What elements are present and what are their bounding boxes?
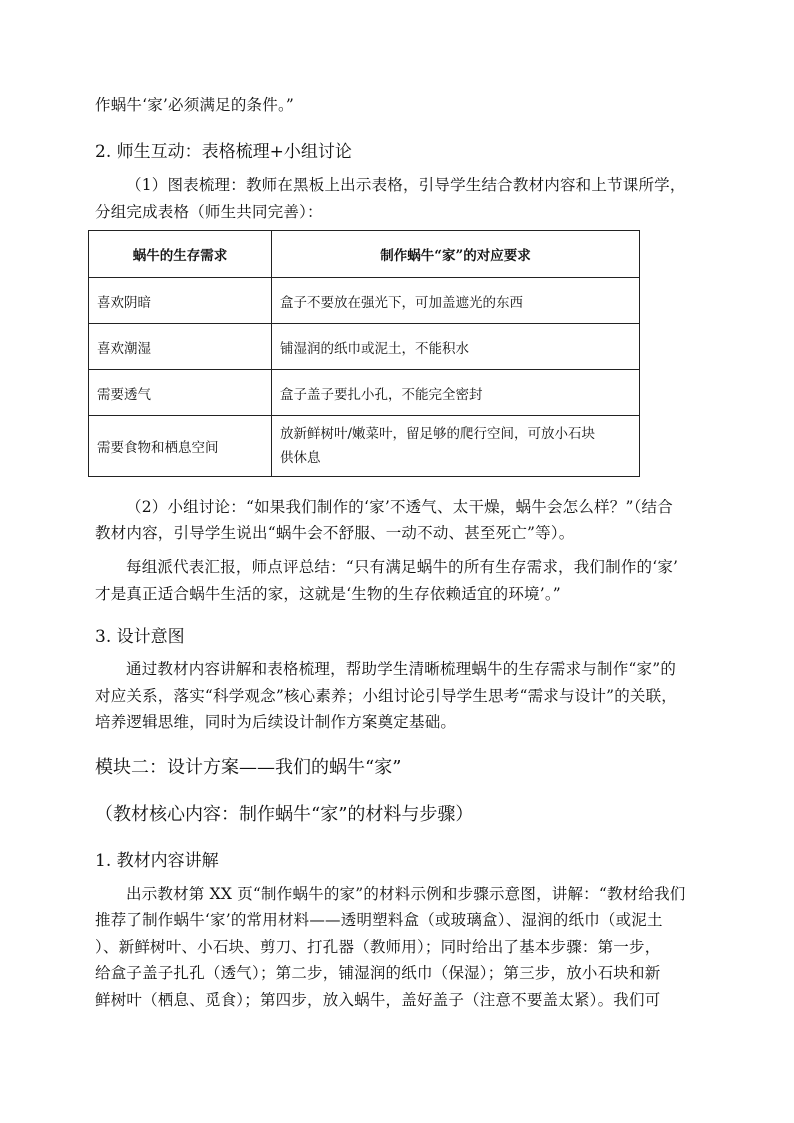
paragraph-line: ）、新鲜树叶、小石块、剪刀、打孔器（教师用）；同时给出了基本步骤：第一步，: [95, 938, 661, 956]
paragraph-line: 鲜树叶（栖息、觅食）；第四步，放入蜗牛，盖好盖子（注意不要盖太紧）。我们可: [95, 991, 661, 1009]
paragraph-line: 分组完成表格（师生共同完善）：: [95, 203, 323, 221]
table-cell: 需要透气: [89, 370, 272, 416]
table-row: [89, 416, 640, 477]
paragraph-line: 作蜗牛‘家’必须满足的条件。”: [95, 96, 295, 114]
table-cell: 盒子盖子要扎小孔，不能完全密封: [272, 370, 640, 416]
paragraph-line: 教材内容，引导学生说出“蜗牛会不舒服、一动不动、甚至死亡”等）。: [95, 524, 575, 542]
table-row: [89, 278, 640, 324]
paragraph-line: 推荐了制作蜗牛‘家’的常用材料——透明塑料盒（或玻璃盒）、湿润的纸巾（或泥土: [95, 911, 663, 929]
table-cell: [272, 416, 640, 477]
needs-table: [88, 230, 640, 477]
paragraph-line: 才是真正适合蜗牛生活的家，这就是‘生物的生存依赖适宜的环境’。”: [95, 585, 561, 603]
table-cell-line: 供休息: [280, 450, 321, 466]
paragraph-line: 给盒子盖子扎孔（透气）；第二步，铺湿润的纸巾（保湿）；第三步，放小石块和新: [95, 964, 661, 982]
section-heading-interaction: 2. 师生互动：表格梳理+小组讨论: [95, 142, 352, 162]
module-heading: 模块二：设计方案——我们的蜗牛“家”: [95, 757, 402, 778]
table-cell: 盒子不要放在强光下，可加盖遮光的东西: [272, 278, 640, 324]
table-header-cell: 蜗牛的生存需求: [89, 231, 272, 278]
paragraph-line: 通过教材内容讲解和表格梳理，帮助学生清晰梳理蜗牛的生存需求与制作“家”的: [126, 660, 677, 678]
table-header-cell: 制作蜗牛“家”的对应要求: [272, 231, 640, 278]
paragraph-line: 对应关系，落实“科学观念”核心素养；小组讨论引导学生思考“需求与设计”的关联，: [95, 687, 677, 705]
paragraph-line: （2）小组讨论：“如果我们制作的‘家’不透气、太干燥，蜗牛会怎么样？”（结合: [126, 498, 673, 516]
paragraph-line: 培养逻辑思维，同时为后续设计制作方案奠定基础。: [95, 713, 457, 731]
paragraph-line: 每组派代表汇报，师点评总结：“只有满足蜗牛的所有生存需求，我们制作的‘家’: [126, 558, 679, 576]
table-cell-line: 放新鲜树叶/嫩菜叶，留足够的爬行空间，可放小石块: [280, 426, 596, 442]
table-row: [89, 370, 640, 416]
table-header-row: [89, 231, 640, 278]
section-heading-design: 3. 设计意图: [95, 627, 185, 647]
table-cell: 铺湿润的纸巾或泥土，不能积水: [272, 324, 640, 370]
table-row: [89, 324, 640, 370]
core-content-heading: （教材核心内容：制作蜗牛“家”的材料与步骤）: [95, 804, 474, 825]
section-heading-explain: 1. 教材内容讲解: [95, 851, 219, 871]
table-cell: 喜欢阴暗: [89, 278, 272, 324]
paragraph-line: 出示教材第 XX 页“制作蜗牛的家”的材料示例和步骤示意图，讲解：“教材给我们: [126, 885, 686, 903]
table-cell: 需要食物和栖息空间: [89, 416, 272, 477]
table-cell: 喜欢潮湿: [89, 324, 272, 370]
paragraph-line: （1）图表梳理：教师在黑板上出示表格，引导学生结合教材内容和上节课所学，: [126, 176, 686, 194]
